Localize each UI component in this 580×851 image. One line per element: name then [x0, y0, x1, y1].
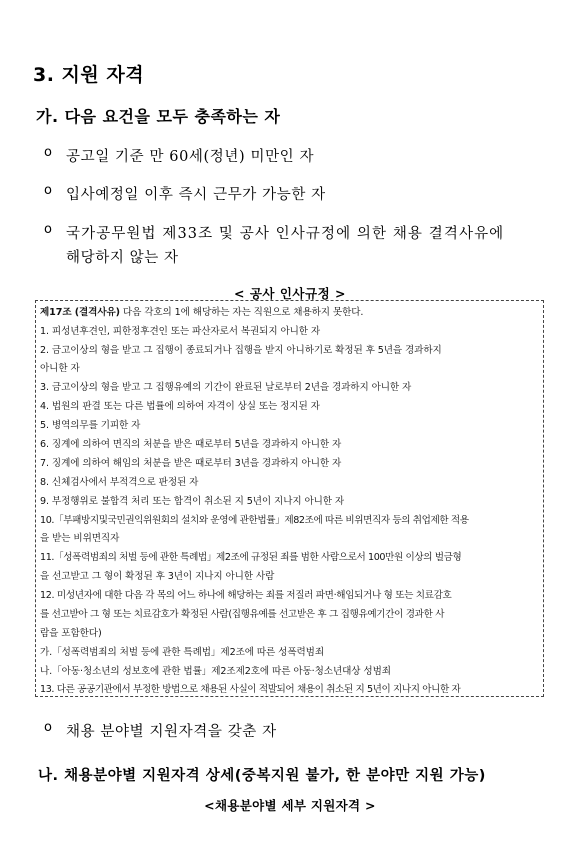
subsection-a-heading: 가. 다음 요건을 모두 충족하는 자	[36, 107, 281, 126]
article-intro: 다음 각호의 1에 해당하는 자는 직원으로 채용하지 못한다.	[119, 307, 364, 318]
rule-line: 나.「아동·청소년의 성보호에 관한 법률」제2조제2호에 따른 아동·청소년대상 성범죄	[40, 666, 391, 677]
bullet-text: 국가공무원법 제33조 및 공사 인사규정에 의한 채용 결격사유에	[66, 226, 505, 242]
rules-box-title: < 공사 인사규정 >	[234, 286, 346, 301]
bullet-text: 채용 분야별 지원자격을 갖춘 자	[66, 724, 277, 740]
rule-article-header	[40, 304, 363, 318]
bullet-item	[44, 222, 564, 267]
rule-line: 아니한 자	[40, 363, 80, 374]
rule-line: 가.「성폭력범죄의 처벌 등에 관한 특례법」제2조에 따른 성폭력범죄	[40, 647, 324, 658]
rule-line: 7. 징계에 의하여 해임의 처분을 받은 때로부터 3년을 경과하지 아니한 자	[40, 458, 342, 469]
bullet-text: 입사예정일 이후 즉시 근무가 가능한 자	[66, 187, 326, 203]
rule-line: 13. 다른 공공기관에서 부정한 방법으로 채용된 사실이 적발되어 채용이 취소된 지 5년이 지나지 아니한 자	[40, 684, 461, 695]
rule-line: 8. 신체검사에서 부적격으로 판정된 자	[40, 477, 199, 488]
rule-line: 람을 포함한다)	[40, 628, 102, 639]
bullet-item	[44, 183, 564, 203]
table-title: <채용분야별 세부 지원자격 >	[204, 798, 376, 813]
rules-box	[35, 300, 544, 697]
rule-line: 3. 금고이상의 형을 받고 그 집행유예의 기간이 완료된 날로부터 2년을 경과하지 아니한 자	[40, 382, 412, 393]
bullet-marker: ο	[44, 183, 53, 198]
subsection-b-heading: 나. 채용분야별 지원자격 상세(중복지원 불가, 한 분야만 지원 가능)	[38, 768, 486, 784]
rule-line: 1. 피성년후견인, 피한정후견인 또는 파산자로서 복권되지 아니한 자	[40, 326, 321, 337]
bullet-marker: ο	[44, 222, 53, 237]
rule-line: 을 받는 비위면직자	[40, 533, 120, 544]
rule-line: 4. 법원의 판결 또는 다른 법률에 의하여 자격이 상실 또는 정지된 자	[40, 401, 320, 412]
bullet-marker: ο	[44, 720, 53, 735]
article-label: 제17조 (결격사유)	[40, 307, 120, 318]
bullet-text-continued: 해당하지 않는 자	[66, 250, 179, 266]
bullet-text: 공고일 기준 만 60세(정년) 미만인 자	[66, 149, 315, 165]
rule-line: 12. 미성년자에 대한 다음 각 목의 어느 하나에 해당하는 죄를 저질러 파면·해임되거나 형 또는 치료감호	[40, 590, 452, 601]
rule-line: 를 선고받아 그 형 또는 치료감호가 확정된 사람(집행유예를 선고받은 후 그 집행유예기간이 경과한 사	[40, 609, 445, 620]
bullet-marker: ο	[44, 145, 53, 160]
rule-line: 9. 부정행위로 불합격 처리 또는 합격이 취소된 지 5년이 지나지 아니한 자	[40, 496, 345, 507]
rule-line: 11.「성폭력범죄의 처벌 등에 관한 특례법」제2조에 규정된 죄를 범한 사람으로서 100만원 이상의 벌금형	[40, 552, 462, 563]
section-title: 3. 지원 자격	[33, 64, 145, 86]
rule-line: 5. 병역의무를 기피한 자	[40, 420, 141, 431]
rule-line: 10.「부패방지및국민권익위원회의 설치와 운영에 관한법률」제82조에 따른 비위면직자 등의 취업제한 적용	[40, 515, 469, 526]
bullet-item	[44, 720, 564, 740]
bullet-item	[44, 145, 564, 165]
rule-line: 을 선고받고 그 형이 확정된 후 3년이 지나지 아니한 사람	[40, 571, 275, 582]
rule-line: 6. 징계에 의하여 면직의 처분을 받은 때로부터 5년을 경과하지 아니한 자	[40, 439, 342, 450]
rule-line: 2. 금고이상의 형을 받고 그 집행이 종료되거나 집행을 받지 아니하기로 확정된 후 5년을 경과하지	[40, 345, 442, 356]
